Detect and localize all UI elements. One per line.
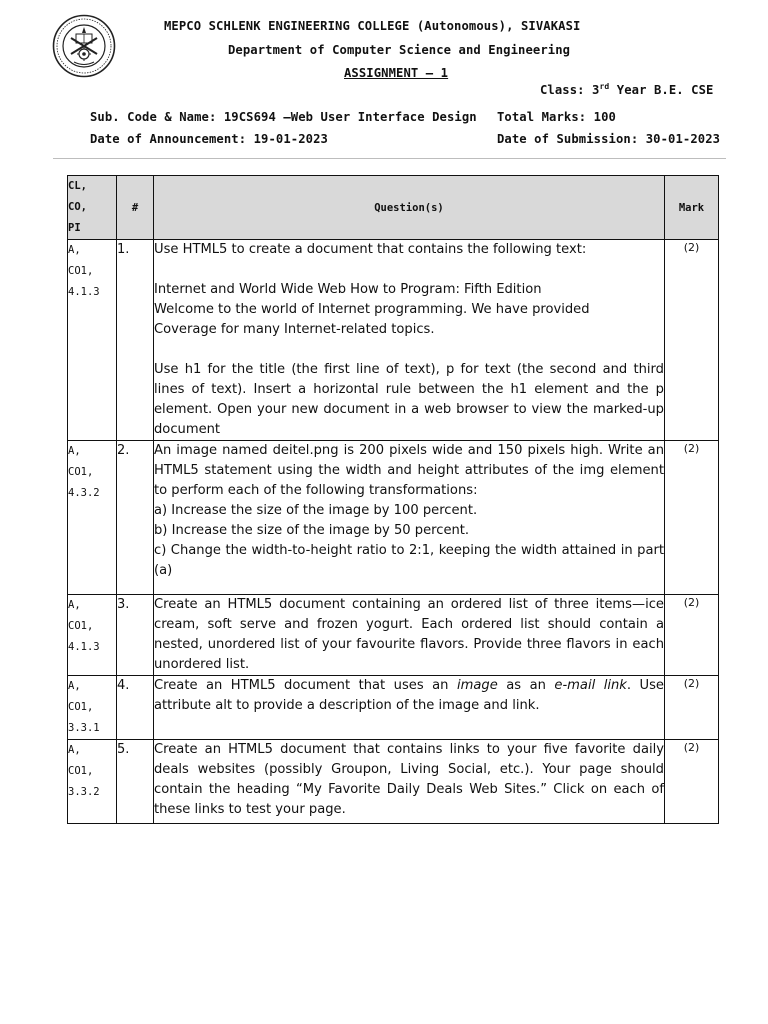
- submission-date: Date of Submission: 30-01-2023: [497, 132, 721, 146]
- cl-value: A,: [68, 445, 81, 457]
- questions-table: [67, 175, 719, 824]
- cl-value: A,: [68, 599, 81, 611]
- cl-value: A,: [68, 680, 81, 692]
- table-row: [68, 595, 719, 676]
- table-row: [68, 676, 719, 740]
- cl-value: A,: [68, 744, 81, 756]
- question-line: Internet and World Wide Web How to Program: Fifth Edition: [154, 282, 542, 297]
- mark-cell: (2): [665, 240, 719, 441]
- question-number: 2.: [117, 441, 154, 595]
- cl-co-pi-cell: [68, 740, 117, 824]
- question-line: Use HTML5 to create a document that contains the following text:: [154, 242, 587, 257]
- question-number: 5.: [117, 740, 154, 824]
- pi-value: 4.1.3: [68, 641, 100, 653]
- class-info: [540, 82, 713, 97]
- question-fragment: as an: [497, 678, 555, 693]
- college-seal-logo: [52, 14, 116, 78]
- question-emphasis: image: [456, 678, 498, 693]
- question-number: 1.: [117, 240, 154, 441]
- question-emphasis: e-mail link: [554, 678, 627, 693]
- question-text: [154, 595, 665, 676]
- question-line: An image named deitel.png is 200 pixels wide and 150 pixels high. Write an HTML5 statement using the width and height attributes of the img element to perform each of the following transformations:: [154, 443, 664, 498]
- header-number: #: [117, 176, 154, 240]
- question-paragraph: [154, 676, 664, 716]
- cl-co-pi-cell: [68, 676, 117, 740]
- assignment-title: ASSIGNMENT – 1: [344, 66, 449, 80]
- header-pi-line: PI: [68, 222, 81, 234]
- class-suffix: Year B.E. CSE: [609, 83, 714, 97]
- co-value: CO1,: [68, 765, 94, 777]
- question-line: Create an HTML5 document that contains links to your five favorite daily deals websites (possibly Groupon, Living Social, etc.). Your page should contain the heading “My Favorite Daily Deals Web Sites.” Click on each of these links to test your page.: [154, 742, 664, 817]
- question-number: 3.: [117, 595, 154, 676]
- header-mark: Mark: [665, 176, 719, 240]
- class-prefix: Class: 3: [540, 83, 600, 97]
- header-cl-line: CL,: [68, 180, 87, 192]
- college-name: MEPCO SCHLENK ENGINEERING COLLEGE (Autonomous), SIVAKASI: [164, 19, 581, 33]
- question-fragment: . Use attribute alt to provide a description of the image and link.: [154, 678, 664, 713]
- header-cl-co-pi: [68, 176, 117, 240]
- question-line: Coverage for many Internet-related topics.: [154, 322, 435, 337]
- subject-code-name: Sub. Code & Name: 19CS694 –Web User Interface Design: [90, 110, 477, 124]
- co-value: CO1,: [68, 466, 94, 478]
- pi-value: 3.3.1: [68, 722, 100, 734]
- question-line: Create an HTML5 document containing an ordered list of three items—ice cream, soft serve and frozen yogurt. Each ordered list should contain a nested, unordered list of your favourite flavors. Provide three flavors in each unordered list.: [154, 597, 664, 672]
- mark-cell: (2): [665, 441, 719, 595]
- question-text: [154, 676, 665, 740]
- co-value: CO1,: [68, 701, 94, 713]
- table-row: [68, 441, 719, 595]
- question-fragment: Create an HTML5 document that uses an: [154, 678, 457, 693]
- co-value: CO1,: [68, 620, 94, 632]
- question-line: c) Change the width-to-height ratio to 2:1, keeping the width attained in part (a): [154, 543, 664, 578]
- table-header-row: [68, 176, 719, 240]
- question-text: [154, 740, 665, 824]
- mark-cell: (2): [665, 595, 719, 676]
- cl-co-pi-cell: [68, 240, 117, 441]
- department-name: Department of Computer Science and Engineering: [228, 43, 571, 57]
- table-row: [68, 740, 719, 824]
- co-value: CO1,: [68, 265, 94, 277]
- class-superscript: rd: [599, 82, 610, 91]
- header-question: Question(s): [154, 176, 665, 240]
- announcement-date: Date of Announcement: 19-01-2023: [90, 132, 328, 146]
- table-row: [68, 240, 719, 441]
- question-line: b) Increase the size of the image by 50 percent.: [154, 523, 470, 538]
- total-marks: Total Marks: 100: [497, 110, 616, 124]
- cl-co-pi-cell: [68, 595, 117, 676]
- question-line: a) Increase the size of the image by 100 percent.: [154, 503, 478, 518]
- cl-co-pi-cell: [68, 441, 117, 595]
- pi-value: 4.3.2: [68, 487, 100, 499]
- cl-value: A,: [68, 244, 81, 256]
- mark-cell: (2): [665, 676, 719, 740]
- header-co-line: CO,: [68, 201, 87, 213]
- question-line: Welcome to the world of Internet programming. We have provided: [154, 302, 590, 317]
- header-divider: [53, 158, 726, 159]
- pi-value: 3.3.2: [68, 786, 100, 798]
- question-text: [154, 240, 665, 441]
- pi-value: 4.1.3: [68, 286, 100, 298]
- question-line: Use h1 for the title (the first line of text), p for text (the second and third lines of text). Insert a horizontal rule between the h1 element and the p element. Open your new document in a web browser to view the marked-up document: [154, 362, 664, 437]
- question-text: [154, 441, 665, 595]
- question-number: 4.: [117, 676, 154, 740]
- mark-cell: (2): [665, 740, 719, 824]
